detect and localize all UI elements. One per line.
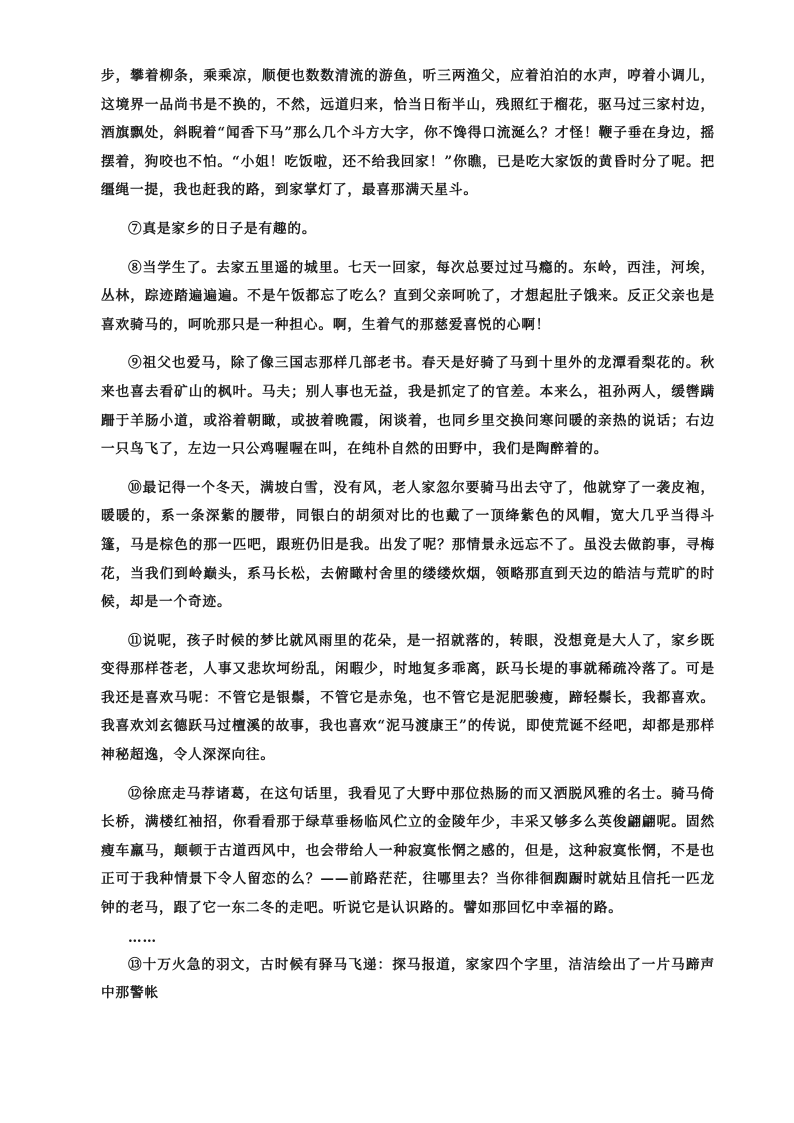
paragraph-7: ⑦真是家乡的日子是有趣的。 (128, 220, 317, 237)
paragraph-11: ⑪说呢，孩子时候的梦比就风雨里的花朵，是一招就落的，转眼，没想竟是大人了，家乡既变得那样苍老，人事又悲坎坷纷乱，闲暇少，时地复多乖离，跃马长堤的事就稀疏冷落了。可是我还是喜欢马呢：不管它是银鬃，不管它是赤兔，也不管它是泥肥骏瘦，蹄轻鬃长，我都喜欢。我喜欢刘玄德跃马过檀溪的故事，我也喜欢“泥马渡康王”的传说，即使荒诞不经吧，却都是那样神秘超逸，令人深深向往。 (101, 632, 715, 764)
omission-ellipsis: …… (128, 929, 157, 946)
paragraph-10: ⑩最记得一个冬天，满坡白雪，没有风，老人家忽尔要骑马出去守了，他就穿了一袭皮袍，暖暖的，系一条深紫的腰带，同银白的胡须对比的也戴了一顶绛紫色的风帽，宽大几乎当得斗篷，马是棕色的那一匹吧，跟班仍旧是我。出发了呢？那情景永远忘不了。虽没去做韵事，寻梅花，当我们到岭巅头，系马长松，去俯瞰村舍里的缕缕炊烟，领略那直到天边的皓洁与荒旷的时候，却是一个奇迹。 (101, 479, 715, 611)
paragraph-13: ⑬十万火急的羽文，古时候有驿马飞递：探马报道，家家四个字里，洁洁绘出了一片马蹄声中那警帐 (101, 956, 715, 1002)
paragraph-12: ⑫徐庶走马荐诸葛，在这句话里，我看见了大野中那位热肠的而又洒脱风雅的名士。骑马倚长桥，满楼红袖招，你看看那于绿草垂杨临风伫立的金陵年少，丰采又够多么英俊翩翩呢。固然瘦车羸马，颠顿于古道西风中，也会带给人一种寂寞怅惘之感的，但是，这种寂寞怅惘，不是也正可于我种情景下令人留恋的么？——前路茫茫，往哪里去？当你徘徊踟蹰时就姑且信托一匹龙钟的老马，跟了它一东二冬的走吧。听说它是认识路的。譬如那回忆中幸福的路。 (101, 785, 715, 917)
paragraph-9: ⑨祖父也爱马，除了像三国志那样几部老书。春天是好骑了马到十里外的龙潭看梨花的。秋来也喜去看矿山的枫叶。马夫；别人事也无益，我是抓定了的官差。本来么，祖孙两人，缓辔蹒跚于羊肠小道，或浴着朝瞰，或披着晚霞，闲谈着，也同乡里交换问寒问暖的亲热的说话；右边一只鸟飞了，左边一只公鸡喔喔在叫，在纯朴自然的田野中，我们是陶醉着的。 (101, 355, 715, 458)
paragraph-6-continued: 步，攀着柳条，乘乘凉，顺便也数数清流的游鱼，听三两渔父，应着泊泊的水声，哼着小调儿，这境界一品尚书是不换的，不然，远道归来，恰当日衔半山，残照红于榴花，驱马过三家村边，酒旗飘处，斜睨着“闻香下马”那么几个斗方大字，你不馋得口流涎么？才怪！鞭子垂在身边，摇摆着，狗咬也不怕。“小姐！吃饭啦，还不给我回家！”你瞧，已是吃大家饭的黄昏时分了呢。把缰绳一提，我也赶我的路，到家掌灯了，最喜那满天星斗。 (101, 68, 715, 199)
paragraph-8: ⑧当学生了。去家五里遥的城里。七天一回家，每次总要过过马瘾的。东岭，西洼，河埃，丛林，踪迹踏遍遍遍。不是午饭都忘了吃么？直到父亲呵吮了，才想起肚子饿来。反正父亲也是喜欢骑马的，呵吮那只是一种担心。啊，生着气的那慈爱喜悦的心啊！ (101, 259, 715, 333)
